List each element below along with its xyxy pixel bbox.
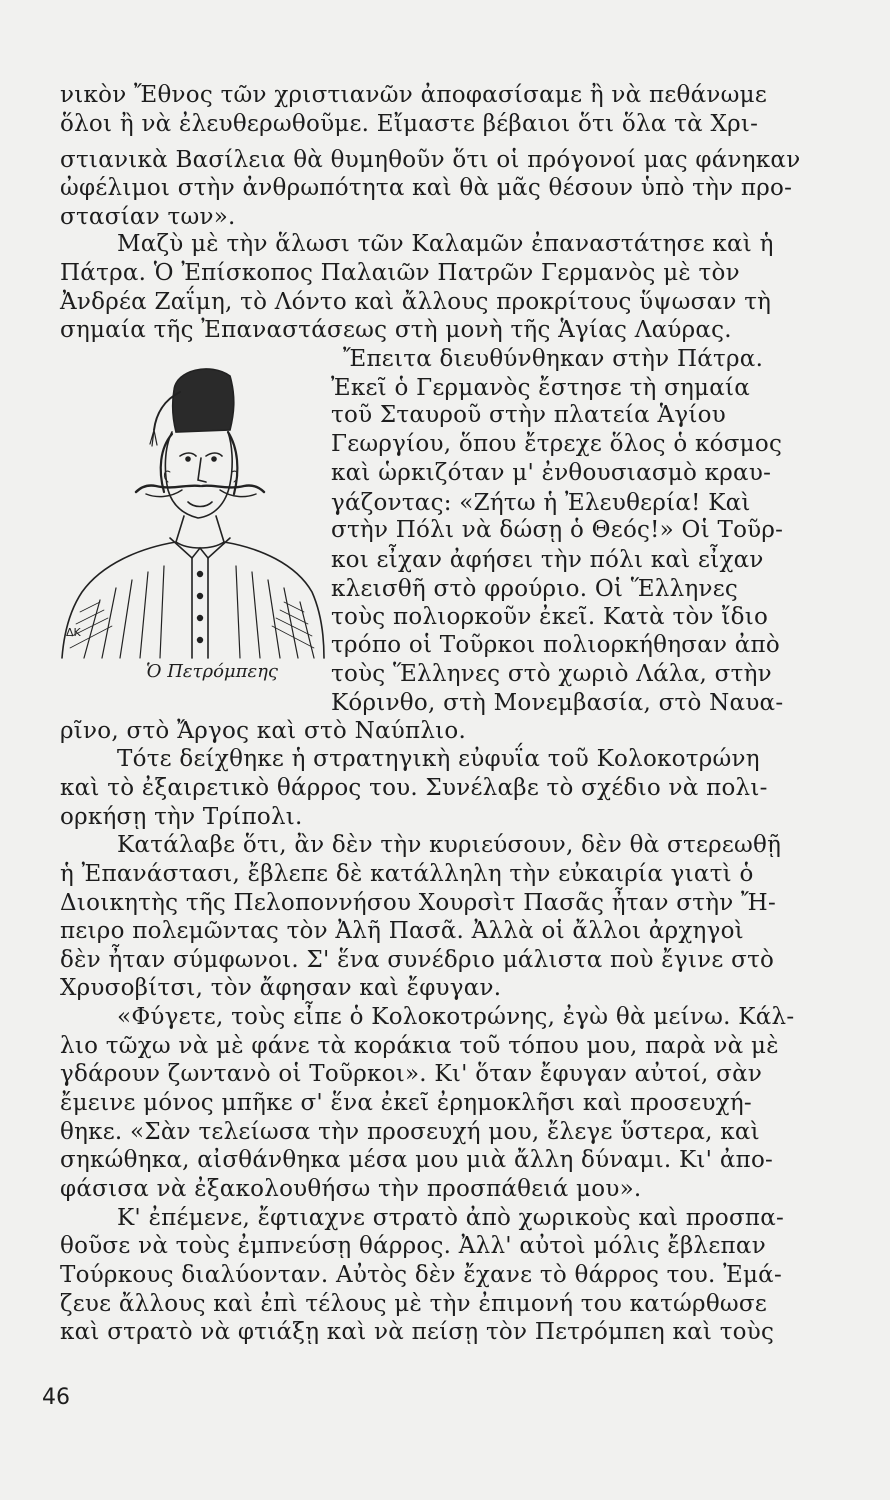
text-line: Τότε δείχθηκε ἡ στρατηγικὴ εὐφυΐα τοῦ Κολοκοτρώνη — [117, 746, 760, 772]
figure-caption: Ὁ Πετρόμπεης — [146, 661, 278, 682]
text-line: κλεισθῆ στὸ φρούριο. Οἱ Ἕλληνες — [331, 576, 739, 602]
artist-initials: ΔΚ — [66, 626, 81, 639]
text-line: Γεωργίου, ὅπου ἔτρεχε ὅλος ὁ κόσμος — [331, 431, 783, 457]
text-line: καὶ τὸ ἐξαιρετικὸ θάρρος του. Συνέλαβε τὸ σχέδιο νὰ πολι- — [60, 775, 768, 801]
text-line: ὠφέλιμοι στὴν ἀνθρωπότητα καὶ θὰ μᾶς θέσουν ὑπὸ τὴν προ- — [60, 175, 793, 201]
text-line: κοι εἶχαν ἀφήσει τὴν πόλι καὶ εἶχαν — [331, 547, 764, 573]
text-line: «Φύγετε, τοὺς εἶπε ὁ Κολοκοτρώνης, ἐγὼ θὰ μείνω. Κάλ- — [117, 1004, 795, 1030]
text-line: Κατάλαβε ὅτι, ἂν δὲν τὴν κυριεύσουν, δὲν θὰ στερεωθῇ — [117, 832, 782, 858]
text-line: πειρο πολεμῶντας τὸν Ἀλῆ Πασᾶ. Ἀλλὰ οἱ ἄλλοι ἀρχηγοὶ — [60, 918, 744, 944]
text-line: Κ' ἐπέμενε, ἔφτιαχνε στρατὸ ἀπὸ χωρικοὺς καὶ προσπα- — [117, 1205, 785, 1231]
text-line: νικὸν Ἔθνος τῶν χριστιανῶν ἀποφασίσαμε ἢ νὰ πεθάνωμε — [60, 82, 768, 108]
text-line: καὶ ὡρκιζόταν μ' ἐνθουσιασμὸ κραυ- — [331, 460, 772, 486]
text-line: ἔμεινε μόνος μπῆκε σ' ἕνα ἐκεῖ ἐρημοκλῆσι καὶ προσευχή- — [60, 1090, 752, 1116]
page-number: 46 — [42, 1385, 70, 1410]
text-line: φάσισα νὰ ἐξακολουθήσω τὴν προσπάθειά μου». — [60, 1176, 642, 1202]
text-line: καὶ στρατὸ νὰ φτιάξῃ καὶ νὰ πείσῃ τὸν Πετρόμπεη καὶ τοὺς — [60, 1319, 775, 1345]
text-line: ρῖνο, στὸ Ἄργος καὶ στὸ Ναύπλιο. — [60, 718, 467, 744]
text-line: Πάτρα. Ὁ Ἐπίσκοπος Παλαιῶν Πατρῶν Γερμανὸς μὲ τὸν — [60, 260, 740, 286]
text-line: Ἀνδρέα Ζαΐμη, τὸ Λόντο καὶ ἄλλους προκρίτους ὕψωσαν τὴ — [60, 289, 772, 315]
text-line: ζευε ἄλλους καὶ ἐπὶ τέλους μὲ τὴν ἐπιμονή του κατώρθωσε — [60, 1291, 768, 1317]
text-line: τοὺς πολιορκοῦν ἐκεῖ. Κατὰ τὸν ἴδιο — [331, 604, 769, 630]
text-line: Τούρκους διαλύονταν. Αὐτὸς δὲν ἔχανε τὸ θάρρος του. Ἐμά- — [60, 1262, 782, 1288]
text-line: ἡ Ἐπανάστασι, ἔβλεπε δὲ κατάλληλη τὴν εὐκαιρία γιατὶ ὁ — [60, 861, 754, 887]
text-line: Μαζὺ μὲ τὴν ἅλωσι τῶν Καλαμῶν ἐπαναστάτησε καὶ ἡ — [117, 231, 774, 257]
text-line: στιανικὰ Βασίλεια θὰ θυμηθοῦν ὅτι οἱ πρόγονοί μας φάνηκαν — [60, 147, 801, 173]
text-line: τοὺς Ἕλληνες στὸ χωριὸ Λάλα, στὴν — [331, 661, 772, 687]
text-line: τοῦ Σταυροῦ στὴν πλατεία Ἁγίου — [331, 402, 726, 428]
text-line: Χρυσοβίτσι, τὸν ἄφησαν καὶ ἔφυγαν. — [60, 975, 502, 1001]
text-line: γδάρουν ζωντανὸ οἱ Τοῦρκοι». Κι' ὅταν ἔφυγαν αὐτοί, σὰν — [60, 1061, 763, 1087]
text-line: ορκήσῃ τὴν Τρίπολι. — [60, 804, 303, 830]
text-line: δὲν ἦταν σύμφωνοι. Σ' ἕνα συνέδριο μάλιστα ποὺ ἔγινε στὸ — [60, 947, 775, 973]
text-line: λιο τῶχω νὰ μὲ φάνε τὰ κοράκια τοῦ τόπου μου, παρὰ νὰ μὲ — [60, 1033, 779, 1059]
text-line: σηκώθηκα, αἰσθάνθηκα μέσα μου μιὰ ἄλλη δύναμι. Κι' ἀπο- — [60, 1147, 774, 1173]
text-line: Διοικητὴς τῆς Πελοποννήσου Χουρσὶτ Πασᾶς ἦταν στὴν Ἤ- — [60, 890, 776, 916]
text-line: στασίαν των». — [60, 204, 236, 230]
text-line: τρόπο οἱ Τοῦρκοι πολιορκήθησαν ἀπὸ — [331, 632, 781, 658]
petrobey-portrait-illustration — [60, 352, 325, 660]
text-line: Κόρινθο, στὴ Μονεμβασία, στὸ Ναυα- — [331, 690, 784, 716]
text-line: στὴν Πόλι νὰ δώσῃ ὁ Θεός!» Οἱ Τοῦρ- — [331, 517, 784, 543]
text-line: σημαία τῆς Ἐπαναστάσεως στὴ μονὴ τῆς Ἁγίας Λαύρας. — [60, 317, 732, 343]
text-line: Ἐκεῖ ὁ Γερμανὸς ἔστησε τὴ σημαία — [331, 375, 751, 401]
text-line: Ἔπειτα διευθύνθηκαν στὴν Πάτρα. — [343, 346, 764, 372]
text-line: θοῦσε νὰ τοὺς ἐμπνεύσῃ θάρρος. Ἀλλ' αὐτοὶ μόλις ἔβλεπαν — [60, 1233, 766, 1259]
text-line: γάζοντας: «Ζήτω ἡ Ἐλευθερία! Καὶ — [331, 490, 751, 516]
text-line: ὅλοι ἢ νὰ ἐλευθερωθοῦμε. Εἴμαστε βέβαιοι ὅτι ὅλα τὰ Χρι- — [60, 111, 759, 137]
text-line: θηκε. «Σὰν τελείωσα τὴν προσευχή μου, ἔλεγε ὕστερα, καὶ — [60, 1119, 760, 1145]
